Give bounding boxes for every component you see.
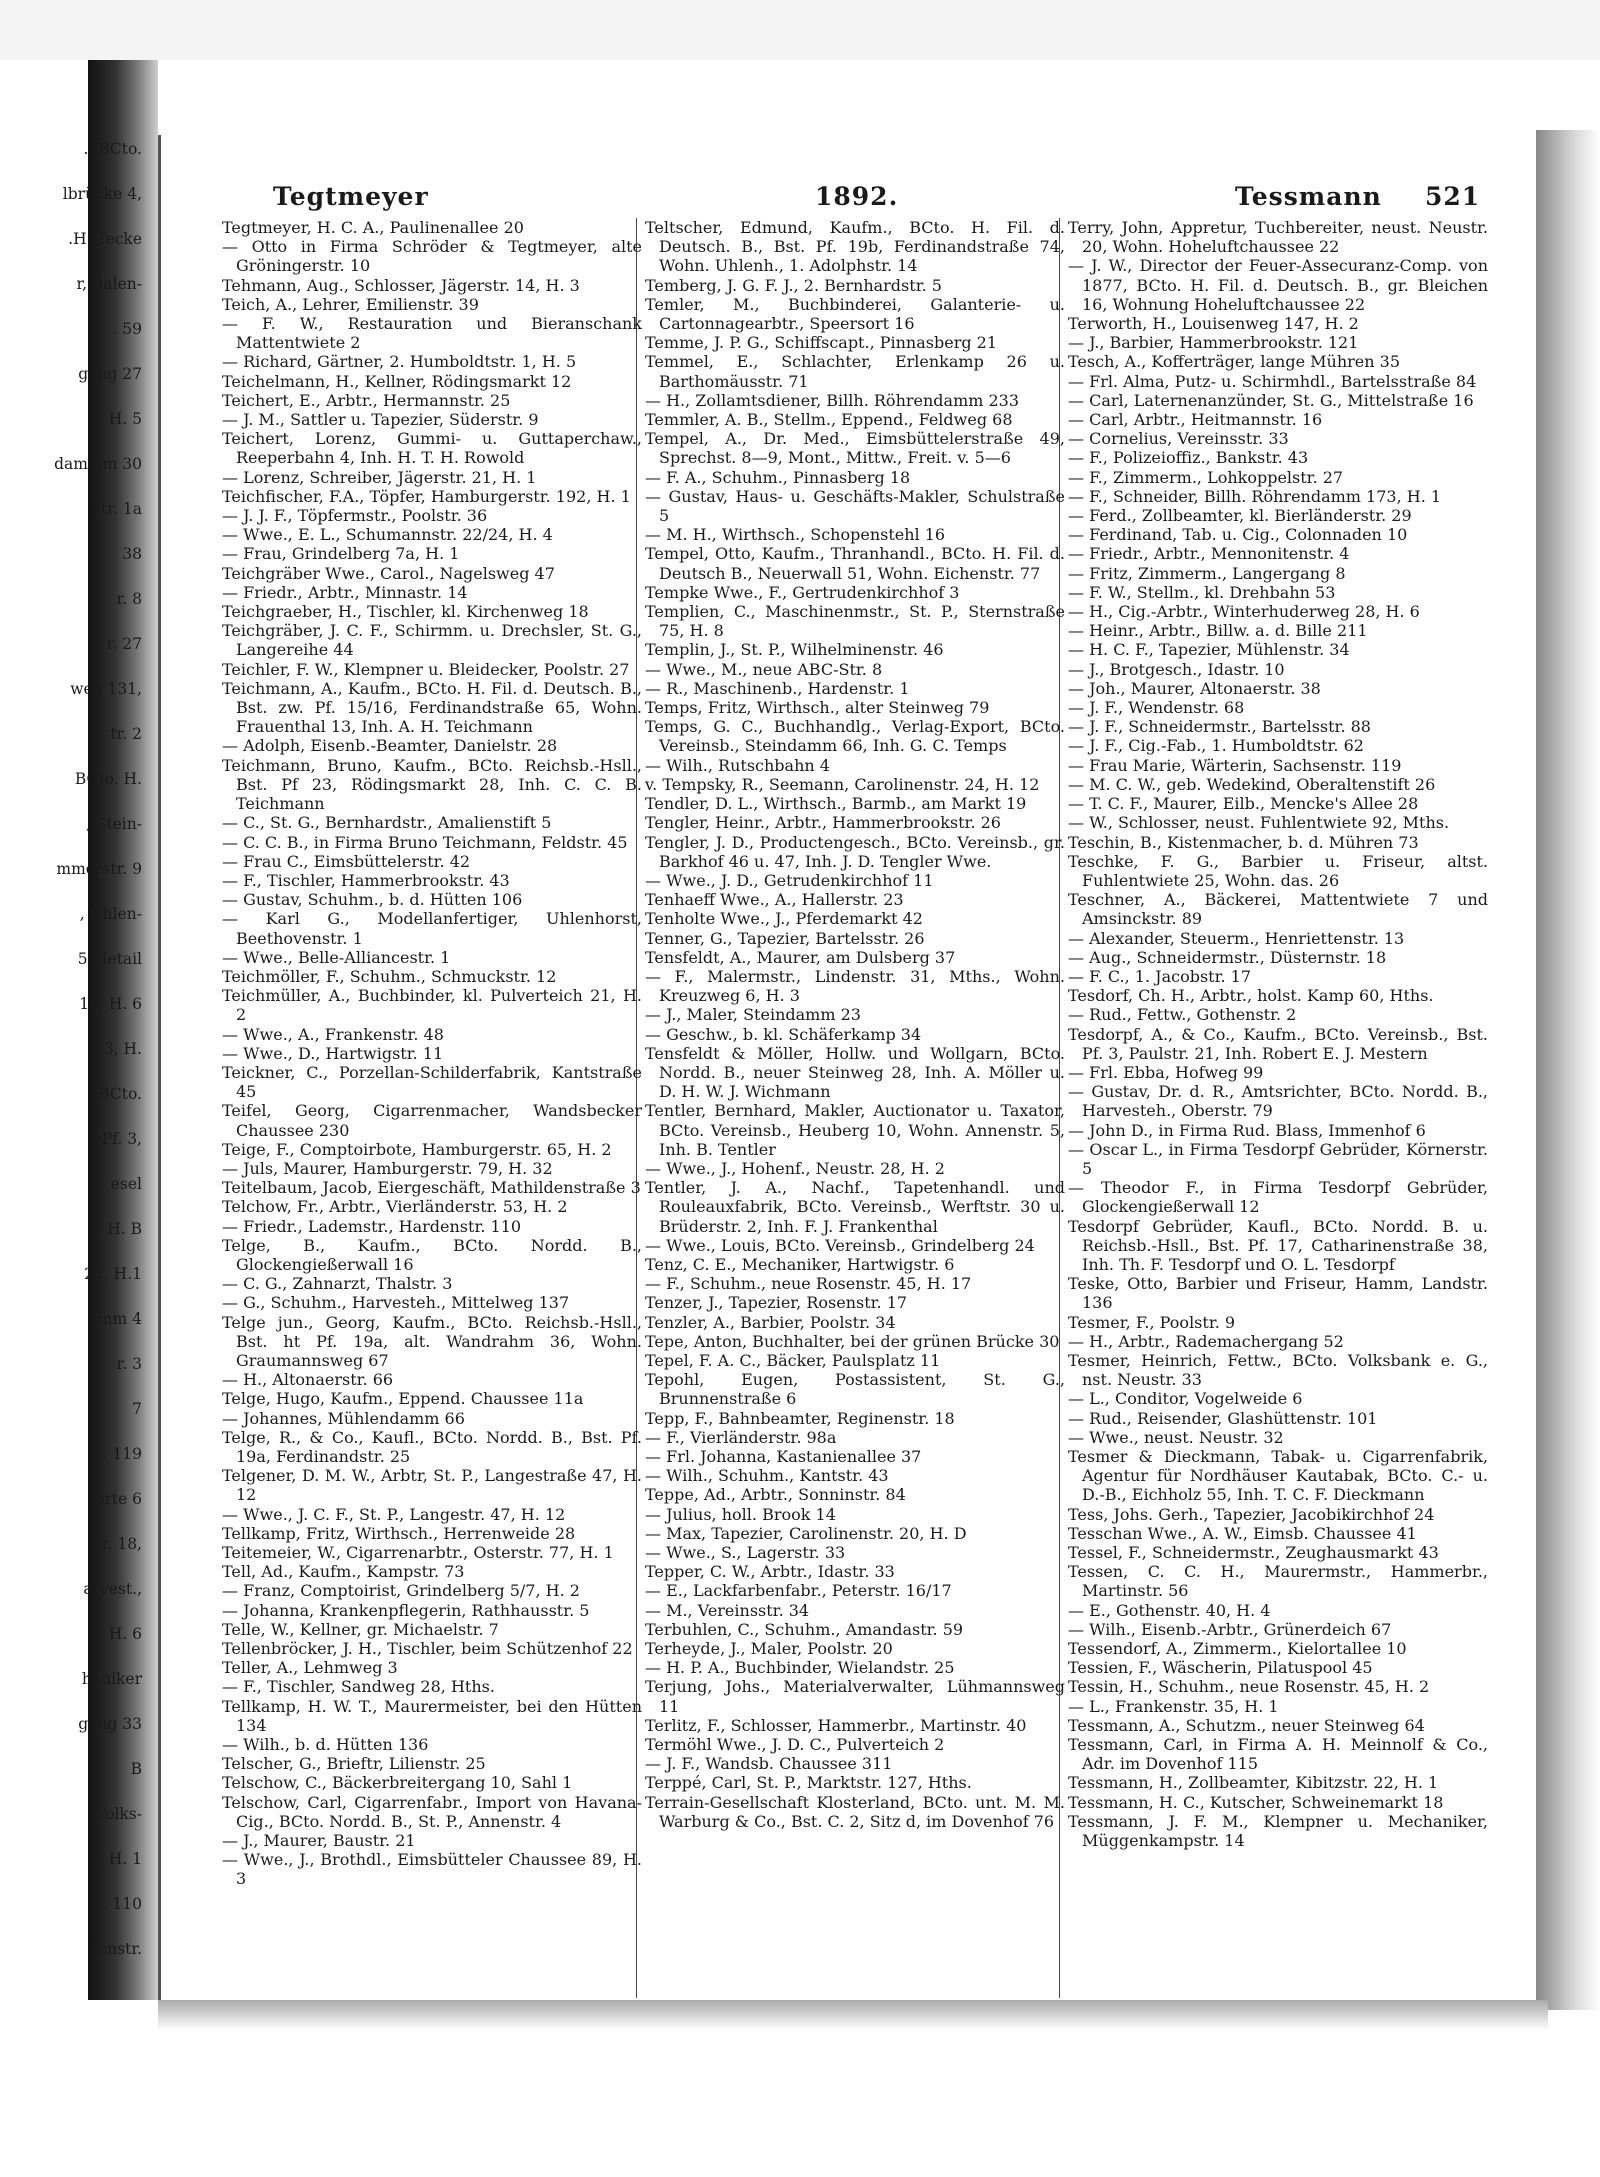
- header-right-word: Tessmann: [1235, 182, 1382, 211]
- directory-entry: Tengler, J. D., Productengesch., BCto. Vereinsb., gr. Barkhof 46 u. 47, Inh. J. D. Tengler Wwe.: [645, 832, 1065, 871]
- directory-entry: — Wwe., D., Hartwigstr. 11: [222, 1043, 444, 1063]
- header-left-word: Tegtmeyer: [273, 182, 429, 211]
- left-page-text-fragment: gang 27: [78, 365, 142, 383]
- directory-entry: Teichgraeber, H., Tischler, kl. Kirchenweg 18: [222, 602, 589, 622]
- directory-entry: Terbuhlen, C., Schuhm., Amandastr. 59: [645, 1619, 964, 1639]
- directory-entry: Teppe, Ad., Arbtr., Sonninstr. 84: [645, 1485, 906, 1505]
- directory-entry: Temler, M., Buchbinderei, Galanterie- u. Cartonnagearbtr., Speersort 16: [645, 294, 1065, 334]
- directory-entry: — Friedr., Arbtr., Mennonitenstr. 4: [1068, 544, 1350, 564]
- directory-entry: Telchow, Fr., Arbtr., Vierländerstr. 53, H. 2: [222, 1197, 568, 1217]
- directory-entry: — Wwe., J., Brothdl., Eimsbütteler Chaussee 89, H. 3: [222, 1850, 642, 1889]
- directory-entry: Teifel, Georg, Cigarrenmacher, Wandsbecker Chaussee 230: [222, 1101, 642, 1140]
- left-page-text-fragment: , Stein-: [85, 815, 142, 833]
- directory-entry: Terworth, H., Louisenweg 147, H. 2: [1068, 314, 1359, 334]
- directory-entry: Tenner, G., Tapezier, Bartelsstr. 26: [645, 928, 925, 948]
- directory-entry: Tensfeldt, A., Maurer, am Dulsberg 37: [645, 947, 956, 967]
- directory-entry: — C. G., Zahnarzt, Thalstr. 3: [222, 1274, 453, 1294]
- directory-entry: — Geschw., b. kl. Schäferkamp 34: [645, 1024, 922, 1044]
- left-page-text-fragment: str. 1a: [93, 500, 142, 518]
- directory-entry: Tengler, Heinr., Arbtr., Hammerbrookstr. 26: [645, 813, 1001, 833]
- directory-entry: — J., Barbier, Hammerbrookstr. 121: [1068, 333, 1359, 353]
- directory-entry: — F. A., Schuhm., Pinnasberg 18: [645, 467, 911, 487]
- directory-entry: Tentler, Bernhard, Makler, Auctionator u. Taxator, BCto. Vereinsb., Heuberg 10, Wohn. Annenstr. 5, Inh. B. Tentler: [645, 1101, 1065, 1159]
- directory-entry: — F. C., 1. Jacobstr. 17: [1068, 966, 1251, 986]
- directory-entry: Tessmann, H. C., Kutscher, Schweinemarkt 18: [1068, 1792, 1444, 1812]
- directory-entry: — Karl G., Modellanfertiger, Uhlenhorst, Beethovenstr. 1: [222, 909, 642, 948]
- directory-entry: Tenz, C. E., Mechaniker, Hartwigstr. 6: [645, 1254, 955, 1274]
- left-page-text-fragment: r. 27: [106, 635, 142, 653]
- left-page-text-fragment: weg 131,: [70, 680, 142, 698]
- directory-entry: — Johannes, Mühlendamm 66: [222, 1408, 465, 1428]
- directory-entry: — F. W., Stellm., kl. Drehbahn 53: [1068, 582, 1336, 602]
- directory-entry: — Johanna, Krankenpflegerin, Rathhausstr. 5: [222, 1600, 590, 1620]
- directory-entry: Tessin, H., Schuhm., neue Rosenstr. 45, H. 2: [1068, 1677, 1430, 1697]
- directory-entry: — Wwe., J. D., Getrudenkirchhof 11: [645, 870, 934, 890]
- directory-entry: — E., Lackfarbenfabr., Peterstr. 16/17: [645, 1581, 952, 1601]
- directory-entry: — Wwe., Louis, BCto. Vereinsb., Grindelberg 24: [645, 1235, 1035, 1255]
- page-header: [215, 182, 1515, 222]
- directory-entry: Temme, J. P. G., Schiffscapt., Pinnasberg 21: [645, 333, 998, 353]
- directory-entry: Tesdorpf, A., & Co., Kaufm., BCto. Vereinsb., Bst. Pf. 3, Paulstr. 21, Inh. Robert E. J. Mestern: [1068, 1024, 1488, 1063]
- directory-entry: Templien, C., Maschinenmstr., St. P., Sternstraße 75, H. 8: [645, 602, 1065, 641]
- directory-entry: Tepe, Anton, Buchhalter, bei der grünen Brücke 30: [645, 1331, 1060, 1351]
- directory-entry: Tepohl, Eugen, Postassistent, St. G., Brunnenstraße 6: [645, 1370, 1065, 1409]
- left-page-text-fragment: BCto.: [98, 1085, 142, 1103]
- directory-entry: — Carl, Laternenanzünder, St. G., Mittelstraße 16: [1068, 390, 1474, 410]
- directory-entry: — H. C. F., Tapezier, Mühlenstr. 34: [1068, 640, 1350, 660]
- directory-entry: — Max, Tapezier, Carolinenstr. 20, H. D: [645, 1523, 967, 1543]
- left-page-text-fragment: ienstr.: [93, 1940, 142, 1958]
- left-page-text-fragment: . 59: [112, 320, 142, 338]
- directory-entry: — Wwe., J., Hohenf., Neustr. 28, H. 2: [645, 1158, 945, 1178]
- directory-entry: — G., Schuhm., Harvesteh., Mittelweg 137: [222, 1293, 570, 1313]
- left-page-text-fragment: esel: [110, 1175, 142, 1193]
- directory-entry: Telge, R., & Co., Kaufl., BCto. Nordd. B., Bst. Pf. 19a, Ferdinandstr. 25: [222, 1427, 642, 1466]
- directory-entry: Tesch, A., Kofferträger, lange Mühren 35: [1068, 352, 1401, 372]
- directory-entry: Tesmer & Dieckmann, Tabak- u. Cigarrenfabrik, Agentur für Nordhäuser Kautabak, BCto. C.- u. D.-B., Eichholz 55, Inh. T. C. F. Dieckmann: [1068, 1447, 1488, 1505]
- directory-entry: Telge, Hugo, Kaufm., Eppend. Chaussee 11a: [222, 1389, 584, 1409]
- directory-entry: — T. C. F., Maurer, Eilb., Mencke's Allee 28: [1068, 794, 1419, 814]
- left-page-text-fragment: r. 8: [116, 590, 142, 608]
- directory-entry: Teschner, A., Bäckerei, Mattentwiete 7 und Amsinckstr. 89: [1068, 890, 1488, 929]
- directory-entry: Tehmann, Aug., Schlosser, Jägerstr. 14, H. 3: [222, 275, 580, 295]
- directory-entry: — F., Schneider, Billh. Röhrendamm 173, H. 1: [1068, 486, 1442, 506]
- directory-entry: Tesdorf, Ch. H., Arbtr., holst. Kamp 60, Hths.: [1068, 986, 1434, 1006]
- directory-entry: Teichmann, Bruno, Kaufm., BCto. Reichsb.-Hsll., Bst. Pf 23, Rödingsmarkt 28, Inh. C. C. B. Teichmann: [222, 755, 642, 814]
- directory-entry: — Ferd., Zollbeamter, kl. Bierländerstr. 29: [1068, 506, 1412, 526]
- left-page-text-fragment: 10, H. 6: [79, 995, 142, 1013]
- directory-entry: — Theodor F., in Firma Tesdorpf Gebrüder, Glockengießerwall 12: [1068, 1178, 1488, 1217]
- directory-entry: Tesschan Wwe., A. W., Eimsb. Chaussee 41: [1068, 1523, 1417, 1543]
- directory-entry: — Adolph, Eisenb.-Beamter, Danielstr. 28: [222, 736, 558, 756]
- directory-entry: Tessmann, H., Zollbeamter, Kibitzstr. 22, H. 1: [1068, 1773, 1439, 1793]
- directory-entry: — J. M., Sattler u. Tapezier, Süderstr. 9: [222, 410, 539, 430]
- page-bottom-shadow: [158, 2000, 1548, 2030]
- directory-entry: — F., Malermstr., Lindenstr. 31, Mths., Wohn. Kreuzweg 6, H. 3: [645, 966, 1065, 1006]
- directory-entry: Teller, A., Lehmweg 3: [222, 1658, 398, 1678]
- directory-entry: — H., Zollamtsdiener, Billh. Röhrendamm 233: [645, 390, 1020, 410]
- directory-entry: Tell, Ad., Kaufm., Kampstr. 73: [222, 1562, 465, 1582]
- directory-entry: Temmler, A. B., Stellm., Eppend., Feldweg 68: [645, 410, 1013, 430]
- directory-entry: Tenhaeff Wwe., A., Hallerstr. 23: [645, 890, 904, 910]
- directory-entry: — J. J. F., Töpfermstr., Poolstr. 36: [222, 506, 488, 526]
- left-page-text-fragment: 22, H.1: [84, 1265, 142, 1283]
- directory-entry: — M. C. W., geb. Wedekind, Oberaltenstift 26: [1068, 774, 1436, 794]
- directory-entry: — Frl. Alma, Putz- u. Schirmhdl., Bartelsstraße 84: [1068, 371, 1477, 391]
- directory-entry: — Juls, Maurer, Hamburgerstr. 79, H. 32: [222, 1158, 553, 1178]
- directory-entry: — Wwe., J. C. F., St. P., Langestr. 47, H. 12: [222, 1504, 566, 1524]
- directory-entry: — Cornelius, Vereinsstr. 33: [1068, 429, 1289, 449]
- directory-entry: Teske, Otto, Barbier und Friseur, Hamm, Landstr. 136: [1068, 1274, 1488, 1313]
- directory-entry: Tessen, C. C. H., Maurermstr., Hammerbr., Martinstr. 56: [1068, 1562, 1488, 1601]
- directory-entry: Teige, F., Comptoirbote, Hamburgerstr. 65, H. 2: [222, 1139, 612, 1159]
- directory-entry: Termöhl Wwe., J. D. C., Pulverteich 2: [645, 1735, 945, 1755]
- directory-entry: — E., Gothenstr. 40, H. 4: [1068, 1600, 1271, 1620]
- directory-entry: Tessmann, Carl, in Firma A. H. Meinnolf & Co., Adr. im Dovenhof 115: [1068, 1735, 1488, 1774]
- directory-entry: Teichmöller, F., Schuhm., Schmuckstr. 12: [222, 966, 557, 986]
- left-page-text-fragment: lbrücke 4,: [62, 185, 142, 203]
- directory-entry: — J. F., Schneidermstr., Bartelsstr. 88: [1068, 717, 1371, 737]
- directory-entry: Tentler, J. A., Nachf., Tapetenhandl. und Rouleauxfabrik, BCto. Vereinsb., Werftstr. 30 u. Brüderstr. 2, Inh. F. J. Frankenthal: [645, 1178, 1065, 1236]
- left-page-text-fragment: . 119: [102, 1445, 142, 1463]
- directory-entry: — Lorenz, Schreiber, Jägerstr. 21, H. 1: [222, 467, 537, 487]
- header-year: 1892.: [815, 182, 899, 211]
- directory-entry: — Fritz, Zimmerm., Langergang 8: [1068, 563, 1346, 583]
- directory-entry: — Wwe., E. L., Schumannstr. 22/24, H. 4: [222, 525, 553, 545]
- directory-entry: Teschke, F. G., Barbier u. Friseur, altst. Fuhlentwiete 25, Wohn. das. 26: [1068, 851, 1488, 890]
- directory-entry: Teichmann, A., Kaufm., BCto. H. Fil. d. Deutsch. B., Bst. zw. Pf. 15/16, Ferdinandstraße 65, Wohn. Frauenthal 13, Inh. A. H. Teichmann: [222, 678, 642, 737]
- directory-entry: — Otto in Firma Schröder & Tegtmeyer, alte Gröningerstr. 10: [222, 237, 642, 276]
- left-page-text-fragment: ., BCto.: [83, 140, 142, 158]
- directory-entry: Terrain-Gesellschaft Klosterland, BCto. unt. M. M. Warburg & Co., Bst. C. 2, Sitz d, im Dovenhof 76: [645, 1792, 1065, 1831]
- directory-entry: Teichmüller, A., Buchbinder, kl. Pulverteich 21, H. 2: [222, 986, 642, 1025]
- directory-entry: Tendler, D. L., Wirthsch., Barmb., am Markt 19: [645, 794, 1027, 814]
- directory-entry: Temps, G. C., Buchhandlg., Verlag-Export, BCto. Vereinsb., Steindamm 66, Inh. G. C. Temps: [645, 717, 1065, 756]
- directory-entry: Tenholte Wwe., J., Pferdemarkt 42: [645, 909, 923, 929]
- directory-column-2: [645, 218, 1065, 1831]
- directory-entry: Teickner, C., Porzellan-Schilderfabrik, Kantstraße 45: [222, 1062, 642, 1102]
- directory-entry: Telschow, C., Bäckerbreitergang 10, Sahl 1: [222, 1773, 573, 1793]
- directory-entry: — F., Tischler, Hammerbrookstr. 43: [222, 870, 510, 890]
- directory-entry: — F. W., Restauration und Bieranschank Mattentwiete 2: [222, 314, 642, 353]
- left-page-text-fragment: . 110: [102, 1895, 142, 1913]
- directory-entry: — H. P. A., Buchbinder, Wielandstr. 25: [645, 1658, 955, 1678]
- directory-entry: Teichgräber, J. C. F., Schirmm. u. Drechsler, St. G., Langereihe 44: [222, 621, 642, 660]
- left-page-text-fragment: 38: [122, 545, 142, 563]
- directory-entry: — Rud., Fettw., Gothenstr. 2: [1068, 1005, 1297, 1025]
- directory-entry: — Wwe., S., Lagerstr. 33: [645, 1543, 846, 1563]
- left-page-text-fragment: 7, H. 1: [89, 1850, 142, 1868]
- directory-entry: — Gustav, Schuhm., b. d. Hütten 106: [222, 890, 523, 910]
- left-page-text-fragment: mmerstr. 9: [56, 860, 142, 878]
- directory-entry: — Wwe., A., Frankenstr. 48: [222, 1024, 444, 1044]
- directory-entry: — Gustav, Dr. d. R., Amtsrichter, BCto. Nordd. B., Harvesteh., Oberstr. 79: [1068, 1082, 1488, 1121]
- directory-entry: — Ferdinand, Tab. u. Cig., Colonnaden 10: [1068, 525, 1408, 545]
- directory-entry: — Wilh., Schuhm., Kantstr. 43: [645, 1466, 889, 1486]
- directory-entry: Teich, A., Lehrer, Emilienstr. 39: [222, 294, 479, 314]
- directory-entry: — Wwe., Belle-Alliancestr. 1: [222, 947, 451, 967]
- left-page-text-fragment: orte 6: [95, 1490, 142, 1508]
- directory-entry: — L., Frankenstr. 35, H. 1: [1068, 1696, 1279, 1716]
- directory-entry: Tellkamp, Fritz, Wirthsch., Herrenweide 28: [222, 1523, 576, 1543]
- left-page-text-fragment: 3, H.: [103, 1040, 142, 1058]
- directory-entry: — F., Vierländerstr. 98a: [645, 1427, 837, 1447]
- directory-entry: Tellenbröcker, J. H., Tischler, beim Schützenhof 22: [222, 1639, 633, 1659]
- directory-entry: — C. C. B., in Firma Bruno Teichmann, Feldstr. 45: [222, 832, 628, 852]
- directory-entry: — Friedr., Lademstr., Hardenstr. 110: [222, 1216, 522, 1236]
- directory-entry: Teschin, B., Kistenmacher, b. d. Mühren 73: [1068, 832, 1419, 852]
- left-page-text-fragment: 3, H. B: [87, 1220, 142, 1238]
- directory-entry: Tessmann, J. F. M., Klempner u. Mechaniker, Müggenkampstr. 14: [1068, 1811, 1488, 1851]
- directory-entry: Tenzer, J., Tapezier, Rosenstr. 17: [645, 1293, 908, 1313]
- page-edge-shadow: [1536, 130, 1600, 2010]
- directory-entry: Teichgräber Wwe., Carol., Nagelsweg 47: [222, 563, 555, 583]
- directory-entry: — F., Schuhm., neue Rosenstr. 45, H. 17: [645, 1274, 972, 1294]
- directory-entry: Tellkamp, H. W. T., Maurermeister, bei den Hütten 134: [222, 1696, 642, 1735]
- directory-entry: Terjung, Johs., Materialverwalter, Lühmannsweg 11: [645, 1677, 1065, 1716]
- directory-entry: — Julius, holl. Brook 14: [645, 1504, 836, 1524]
- directory-entry: Tepp, F., Bahnbeamter, Reginenstr. 18: [645, 1408, 955, 1428]
- left-page-text-fragment: haniker: [81, 1670, 142, 1688]
- directory-entry: — J., Brotgesch., Idastr. 10: [1068, 659, 1285, 679]
- directory-entry: Tessel, F., Schneidermstr., Zeughausmarkt 43: [1068, 1543, 1439, 1563]
- directory-entry: — J. F., Wandsb. Chaussee 311: [645, 1754, 893, 1774]
- directory-entry: Teltscher, Edmund, Kaufm., BCto. H. Fil. d. Deutsch. B., Bst. Pf. 19b, Ferdinandstraße 74, Wohn. Uhlenh., 1. Adolphstr. 14: [645, 218, 1065, 276]
- scan-background: [0, 0, 1600, 60]
- left-page-text-fragment: str. 18,: [87, 1535, 142, 1553]
- directory-entry: — Frau Marie, Wärterin, Sachsenstr. 119: [1068, 755, 1402, 775]
- page-number: 521: [1425, 182, 1481, 211]
- directory-entry: Tempel, Otto, Kaufm., Thranhandl., BCto. H. Fil. d. Deutsch B., Neuerwall 51, Wohn. Eichenstr. 77: [645, 544, 1065, 583]
- directory-entry: — Alexander, Steuerm., Henriettenstr. 13: [1068, 928, 1405, 948]
- directory-column-3: [1068, 218, 1488, 1850]
- directory-entry: Teichert, Lorenz, Gummi- u. Guttaperchaw., Reeperbahn 4, Inh. H. T. H. Rowold: [222, 429, 642, 468]
- directory-entry: — Gustav, Haus- u. Geschäfts-Makler, Schulstraße 5: [645, 486, 1065, 526]
- directory-entry: Terheyde, J., Maler, Poolstr. 20: [645, 1639, 893, 1659]
- directory-entry: Tenzler, A., Barbier, Poolstr. 34: [645, 1312, 896, 1332]
- directory-entry: — L., Conditor, Vogelweide 6: [1068, 1389, 1303, 1409]
- directory-entry: Tegtmeyer, H. C. A., Paulinenallee 20: [222, 218, 524, 237]
- left-page-text-fragment: B: [130, 1760, 142, 1778]
- directory-entry: — Wilh., Eisenb.-Arbtr., Grünerdeich 67: [1068, 1619, 1392, 1639]
- directory-entry: Tessendorf, A., Zimmerm., Kielortallee 10: [1068, 1639, 1407, 1659]
- directory-entry: Telge jun., Georg, Kaufm., BCto. Reichsb.-Hsll., Bst. ht Pf. 19a, alt. Wandrahm 36, Wohn. Graumannsweg 67: [222, 1312, 642, 1370]
- directory-entry: — R., Maschinenb., Hardenstr. 1: [645, 678, 910, 698]
- directory-entry: — W., Schlosser, neust. Fuhlentwiete 92, Mths.: [1068, 813, 1450, 833]
- directory-entry: Telle, W., Kellner, gr. Michaelstr. 7: [222, 1619, 499, 1639]
- directory-entry: Tesmer, Heinrich, Fettw., BCto. Volksbank e. G., nst. Neustr. 33: [1068, 1350, 1488, 1390]
- left-page-text-fragment: dammm 30: [54, 455, 142, 473]
- left-page-text-fragment: Volks-: [95, 1805, 142, 1823]
- left-page-text-fragment: tr. 2: [110, 725, 142, 743]
- directory-entry: — Wwe., M., neue ABC-Str. 8: [645, 659, 883, 679]
- directory-entry: Tessien, F., Wäscherin, Pilatuspool 45: [1068, 1658, 1373, 1678]
- directory-entry: — Oscar L., in Firma Tesdorpf Gebrüder, Körnerstr. 5: [1068, 1139, 1488, 1178]
- directory-entry: — J., Maler, Steindamm 23: [645, 1005, 861, 1025]
- directory-entry: Teichelmann, H., Kellner, Rödingsmarkt 12: [222, 371, 572, 391]
- directory-entry: Teitelbaum, Jacob, Eiergeschäft, Mathildenstraße 3: [222, 1178, 641, 1198]
- left-page-text-fragment: r. 3: [116, 1355, 142, 1373]
- left-page-text-fragment: gang 33: [78, 1715, 142, 1733]
- left-page-text-fragment: amm 4: [88, 1310, 142, 1328]
- left-page-text-fragment: H. 6: [108, 1625, 142, 1643]
- directory-entry: — H., Cig.-Arbtr., Winterhuderweg 28, H. 6: [1068, 602, 1420, 622]
- directory-entry: v. Tempsky, R., Seemann, Carolinenstr. 24, H. 12: [645, 774, 1040, 794]
- directory-entry: — Richard, Gärtner, 2. Humboldtstr. 1, H. 5: [222, 352, 577, 372]
- directory-entry: — Frl. Johanna, Kastanienallee 37: [645, 1447, 922, 1466]
- directory-entry: — Heinr., Arbtr., Billw. a. d. Bille 211: [1068, 621, 1368, 641]
- directory-entry: — H., Altonaerstr. 66: [222, 1370, 394, 1390]
- directory-entry: Tess, Johs. Gerh., Tapezier, Jacobikirchhof 24: [1068, 1504, 1435, 1524]
- left-page-text-fragment: , Pf. 3,: [91, 1130, 142, 1148]
- directory-entry: — F., Zimmerm., Lohkoppelstr. 27: [1068, 467, 1344, 487]
- directory-entry: Teichert, E., Arbtr., Hermannstr. 25: [222, 390, 511, 410]
- directory-entry: — M., Vereinsstr. 34: [645, 1600, 810, 1620]
- directory-entry: — Franz, Comptoirist, Grindelberg 5/7, H. 2: [222, 1581, 580, 1601]
- directory-entry: Temberg, J. G. F. J., 2. Bernhardstr. 5: [645, 275, 942, 295]
- directory-entry: — Joh., Maurer, Altonaerstr. 38: [1068, 678, 1321, 698]
- directory-entry: Teitemeier, W., Cigarrenarbtr., Osterstr. 77, H. 1: [222, 1543, 614, 1563]
- directory-entry: — Aug., Schneidermstr., Düsternstr. 18: [1068, 947, 1387, 967]
- directory-entry: Tepel, F. A. C., Bäcker, Paulsplatz 11: [645, 1350, 941, 1370]
- directory-entry: — M. H., Wirthsch., Schopenstehl 16: [645, 525, 946, 545]
- directory-entry: Teichfischer, F.A., Töpfer, Hamburgerstr. 192, H. 1: [222, 486, 631, 506]
- directory-entry: — J. W., Director der Feuer-Assecuranz-Comp. von 1877, BCto. H. Fil. d. Deutsch. B., gr. Bleichen 16, Wohnung Hoheluftchaussee 22: [1068, 256, 1488, 314]
- directory-entry: — Wilh., b. d. Hütten 136: [222, 1735, 429, 1755]
- directory-entry: — Friedr., Arbtr., Minnastr. 14: [222, 582, 468, 602]
- directory-entry: Temps, Fritz, Wirthsch., alter Steinweg 79: [645, 698, 990, 718]
- directory-entry: — Wwe., neust. Neustr. 32: [1068, 1427, 1284, 1447]
- directory-entry: — J. F., Cig.-Fab., 1. Humboldtstr. 62: [1068, 736, 1364, 756]
- directory-entry: Tempel, A., Dr. Med., Eimsbüttelerstraße 49, Sprechst. 8—9, Mont., Mittw., Freit. v. 5—6: [645, 429, 1065, 468]
- directory-entry: — Wilh., Rutschbahn 4: [645, 755, 830, 775]
- left-page-text-fragment: H. 5: [108, 410, 142, 428]
- directory-entry: — Rud., Reisender, Glashüttenstr. 101: [1068, 1408, 1378, 1428]
- left-page-text-fragment: , Uhlen-: [79, 905, 142, 923]
- left-page-text-fragment: 5, detail: [77, 950, 142, 968]
- directory-entry: — Frau, Grindelberg 7a, H. 1: [222, 544, 460, 564]
- directory-entry: Telgener, D. M. W., Arbtr, St. P., Langestraße 47, H. 12: [222, 1466, 642, 1505]
- directory-entry: Temmel, E., Schlachter, Erlenkamp 26 u. Barthomäusstr. 71: [645, 352, 1065, 391]
- directory-entry: Tempke Wwe., F., Gertrudenkirchhof 3: [645, 582, 960, 602]
- left-page-text-fragment: .H. Tecke: [68, 230, 142, 248]
- directory-entry: — F., Polizeioffiz., Bankstr. 43: [1068, 448, 1309, 468]
- directory-entry: Terppé, Carl, St. P., Marktstr. 127, Hths.: [645, 1773, 972, 1793]
- directory-entry: Terlitz, F., Schlosser, Hammerbr., Martinstr. 40: [645, 1715, 1027, 1735]
- directory-entry: — Frau C., Eimsbüttelerstr. 42: [222, 851, 471, 871]
- left-page-text-fragment: r, Balen-: [76, 275, 142, 293]
- directory-entry: Templin, J., St. P., Wilhelminenstr. 46: [645, 640, 944, 660]
- directory-entry: — Frl. Ebba, Hofweg 99: [1068, 1062, 1264, 1082]
- directory-entry: — John D., in Firma Rud. Blass, Immenhof 6: [1068, 1120, 1426, 1140]
- left-page-text-fragment: arvest.,: [83, 1580, 142, 1598]
- directory-entry: — H., Arbtr., Rademachergang 52: [1068, 1331, 1344, 1351]
- left-page-text-fragment: BCto. H.: [74, 770, 142, 788]
- directory-column-1: [222, 218, 642, 1889]
- directory-entry: — Carl, Arbtr., Heitmannstr. 16: [1068, 410, 1323, 430]
- directory-entry: Terry, John, Appretur, Tuchbereiter, neust. Neustr. 20, Wohn. Hoheluftchaussee 22: [1068, 218, 1488, 257]
- directory-entry: — J. F., Wendenstr. 68: [1068, 698, 1245, 718]
- directory-entry: Teichler, F. W., Klempner u. Bleidecker, Poolstr. 27: [222, 659, 630, 679]
- directory-entry: Tensfeldt & Möller, Hollw. und Wollgarn, BCto. Nordd. B., neuer Steinweg 28, Inh. A. Möller u. D. H. W. J. Wichmann: [645, 1043, 1065, 1102]
- directory-entry: Tesdorpf Gebrüder, Kaufl., BCto. Nordd. B. u. Reichsb.-Hsll., Bst. Pf. 17, Catharinenstraße 38, Inh. Th. F. Tesdorpf und O. L. Tesdorpf: [1068, 1216, 1488, 1274]
- directory-entry: Telscher, G., Brieftr, Lilienstr. 25: [222, 1754, 486, 1774]
- directory-entry: — J., Maurer, Baustr. 21: [222, 1831, 416, 1851]
- left-page-text-fragment: 7: [132, 1400, 142, 1418]
- directory-entry: — C., St. G., Bernhardstr., Amalienstift 5: [222, 813, 552, 833]
- directory-entry: — F., Tischler, Sandweg 28, Hths.: [222, 1677, 495, 1697]
- directory-entry: Tessmann, A., Schutzm., neuer Steinweg 64: [1068, 1715, 1425, 1735]
- directory-entry: Tepper, C. W., Arbtr., Idastr. 33: [645, 1562, 895, 1582]
- left-page-edge: [0, 120, 150, 1990]
- directory-entry: Tesmer, F., Poolstr. 9: [1068, 1312, 1236, 1332]
- directory-entry: Telge, B., Kaufm., BCto. Nordd. B., Glockengießerwall 16: [222, 1235, 642, 1274]
- directory-entry: Telschow, Carl, Cigarrenfabr., Import von Havana-Cig., BCto. Nordd. B., St. P., Annenstr. 4: [222, 1792, 642, 1831]
